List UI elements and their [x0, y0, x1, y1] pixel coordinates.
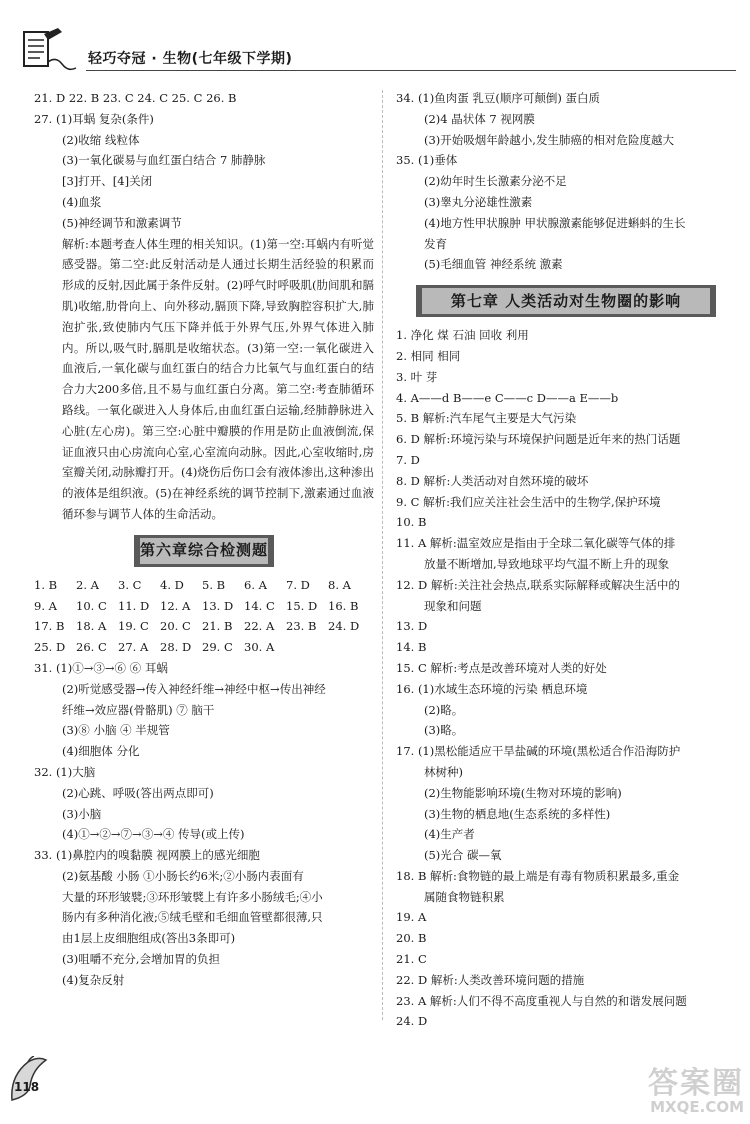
answer-item: 20. B: [396, 931, 427, 946]
choice-answer: 14. C: [244, 598, 275, 613]
answer-item: 16. (1)水域生态环境的污染 栖息环境: [396, 681, 588, 696]
answer-q32-2: (2)心跳、呼吸(答出两点即可): [62, 785, 214, 800]
answer-q35-2: (2)幼年时生长激素分泌不足: [424, 174, 567, 189]
choice-answer: 6. A: [244, 577, 267, 592]
answer-q35-4: (4)地方性甲状腺肿 甲状腺激素能够促进蝌蚪的生长: [424, 215, 686, 230]
choice-answer: 8. A: [328, 577, 351, 592]
choice-answer: 23. B: [286, 619, 317, 634]
watermark: [612, 1058, 744, 1118]
answer-q35-5: 发育: [424, 236, 447, 251]
page-number: 118: [14, 1080, 40, 1094]
answer-q33-5: 由1层上皮细胞组成(答出3条即可): [62, 931, 236, 946]
answer-item: 21. C: [396, 952, 427, 967]
answer-q31-1: 31. (1)①→③→⑥ ⑥ 耳蜗: [34, 660, 168, 675]
answer-q34-2: (2)4 晶状体 7 视网膜: [424, 111, 535, 126]
analysis-text: 解析:本题考查人体生理的相关知识。(1)第一空:耳蜗内有听觉感受器。第二空:此反射活动是人通过长期生活经验的积累而形成的反射,因此属于条件反射。(2)呼气时呼吸肌(肋间肌和膈肌)收缩,肋骨向上、向外移动,膈顶下降,导致胸腔容积扩大,肺泡扩张,致使肺内气压下降并低于外界气压,外界气体进入肺内。所以,吸气时,膈肌是收缩状态。(3)第一空:一氧化碳进入血液后,一氧化碳与血红蛋白的结合力比氧气与血红蛋白的结合力大200多倍,且不易与血红蛋白分离。第二空:考查肺循环路线。一氧化碳进入人身体后,由血红蛋白运输,经肺静脉进入心脏(左心房)。第三空:心脏中瓣膜的作用是防止血液倒流,保证血液只由心房流向心室,心室流向动脉。因此,心室收缩时,房室瓣关闭,动脉瓣打开。(4)烧伤后伤口会有液体渗出,这种渗出的液体是组织液。(5)在神经系统的调节控制下,激素通过血液循环参与调节人体的生命活动。: [62, 236, 374, 521]
answer-q33-6: (3)咀嚼不充分,会增加胃的负担: [62, 952, 220, 967]
answer-item: 1. 净化 煤 石油 回收 利用: [396, 328, 529, 343]
choice-answer: 2. A: [76, 577, 99, 592]
chapter-6-banner: [134, 535, 274, 567]
choice-answer: 15. D: [286, 598, 318, 613]
book-title: 轻巧夺冠 · 生物(七年级下学期): [88, 51, 293, 67]
answer-q27-2: (2)收缩 线粒体: [62, 132, 140, 147]
watermark-url: MXQE.COM: [650, 1098, 744, 1116]
answer-item: 7. D: [396, 452, 420, 467]
choice-answer: 9. A: [34, 598, 57, 613]
answer-item: 22. D 解析:人类改善环境问题的措施: [396, 972, 585, 987]
choice-answer: 11. D: [118, 598, 150, 613]
choice-answer: 17. B: [34, 619, 65, 634]
answer-item-cont: 现象和问题: [424, 598, 482, 613]
page-header: [18, 28, 738, 72]
answer-item: 12. D 解析:关注社会热点,联系实际解释或解决生活中的: [396, 577, 680, 592]
choice-answer: 25. D: [34, 640, 66, 655]
answer-q34-3: (3)开始吸烟年龄越小,发生肺癌的相对危险度越大: [424, 132, 674, 147]
choice-answer: 22. A: [244, 619, 275, 634]
answer-item: 18. B 解析:食物链的最上端是有毒有物质积累最多,重金: [396, 868, 680, 883]
answer-item-cont: (4)生产者: [424, 827, 475, 842]
choice-answer: 12. A: [160, 598, 191, 613]
answer-item: 24. D: [396, 1014, 428, 1029]
answer-item-cont: 放量不断增加,导致地球平均气温不断上升的现象: [424, 556, 670, 571]
choice-answer: 20. C: [160, 619, 191, 634]
answer-q32-1: 32. (1)大脑: [34, 764, 96, 779]
watermark-logo-text: 答案圈: [648, 1066, 744, 1101]
answer-item-cont: 属随食物链积累: [424, 889, 505, 904]
answer-q35-1: 35. (1)垂体: [396, 153, 458, 168]
answer-item: 10. B: [396, 515, 427, 530]
choice-answer: 21. B: [202, 619, 233, 634]
answer-item-cont: (3)生物的栖息地(生态系统的多样性): [424, 806, 611, 821]
choice-answer: 19. C: [118, 619, 149, 634]
answer-q32-4: (4)①→②→⑦→③→④ 传导(或上传): [62, 827, 245, 842]
choice-answer: 24. D: [328, 619, 360, 634]
choice-row: [34, 596, 374, 617]
chapter-7-title: 第七章 人类活动对生物圈的影响: [422, 288, 710, 314]
answer-q27-4: [3]打开、[4]关闭: [62, 174, 153, 189]
column-divider: [382, 90, 383, 1020]
answer-q31-2: (2)听觉感受器→传入神经纤维→神经中枢→传出神经: [62, 681, 326, 696]
answer-item: 2. 相同 相同: [396, 348, 461, 363]
answer-q33-3: 大量的环形皱襞;③环形皱襞上有许多小肠绒毛;④小: [62, 889, 323, 904]
choice-answer: 5. B: [202, 577, 226, 592]
answer-item: 23. A 解析:人们不得不高度重视人与自然的和谐发展问题: [396, 993, 687, 1008]
header-rule: [86, 70, 736, 71]
answer-item-cont: (2)生物能影响环境(生物对环境的影响): [424, 785, 622, 800]
answer-q27-1: 27. (1)耳蜗 复杂(条件): [34, 111, 154, 126]
answer-item: 5. B 解析:汽车尾气主要是大气污染: [396, 411, 577, 426]
choice-row: [34, 575, 374, 596]
answer-q27-5: (4)血浆: [62, 194, 102, 209]
answer-item: 19. A: [396, 910, 427, 925]
choice-answer: 26. C: [76, 640, 107, 655]
answer-item: 14. B: [396, 640, 427, 655]
choice-answer: 16. B: [328, 598, 359, 613]
answer-item: 13. D: [396, 619, 428, 634]
answer-q31-4: (3)⑧ 小脑 ④ 半规管: [62, 723, 170, 738]
answer-item: 3. 叶 芽: [396, 369, 438, 384]
choice-answer: 1. B: [34, 577, 58, 592]
choice-answer: 29. C: [202, 640, 233, 655]
choice-answer: 10. C: [76, 598, 107, 613]
choice-row: [34, 616, 374, 637]
choice-answer: 18. A: [76, 619, 107, 634]
answer-q33-1: 33. (1)鼻腔内的嗅黏膜 视网膜上的感光细胞: [34, 848, 260, 863]
page-number-badge: [8, 1056, 56, 1104]
answer-item: 9. C 解析:我们应关注社会生活中的生物学,保护环境: [396, 494, 661, 509]
choice-answer: 30. A: [244, 640, 275, 655]
answer-item: 11. A 解析:温室效应是指由于全球二氧化碳等气体的排: [396, 536, 676, 551]
chapter-7-banner: [416, 285, 716, 317]
answer-q31-5: (4)细胞体 分化: [62, 744, 140, 759]
choice-answer: 27. A: [118, 640, 149, 655]
chapter-6-title: 第六章综合检测题: [140, 538, 268, 564]
answer-item-cont: (5)光合 碳—氧: [424, 848, 502, 863]
answer-item-cont: 林树种): [424, 764, 463, 779]
answer-q27-3: (3)一氧化碳易与血红蛋白结合 7 肺静脉: [62, 153, 266, 168]
answer-q33-7: (4)复杂反射: [62, 972, 125, 987]
answer-item-cont: (2)略。: [424, 702, 464, 717]
answer-q35-6: (5)毛细血管 神经系统 激素: [424, 257, 563, 272]
answer-item: 4. A——d B——e C——c D——a E——b: [396, 390, 619, 405]
book-notepad-logo-icon: [18, 28, 80, 72]
answer-q34-1: 34. (1)鱼肉蛋 乳豆(顺序可颠倒) 蛋白质: [396, 91, 601, 105]
left-column: [34, 88, 374, 991]
choice-answer: 4. D: [160, 577, 184, 592]
answer-q33-4: 肠内有多种消化液;⑤绒毛壁和毛细血管壁都很薄,只: [62, 910, 323, 925]
answer-item-cont: (3)略。: [424, 723, 464, 738]
answer-item: 8. D 解析:人类活动对自然环境的破坏: [396, 473, 589, 488]
choice-answer: 7. D: [286, 577, 310, 592]
answer-item: 17. (1)黑松能适应干旱盐碱的环境(黑松适合作沿海防护: [396, 744, 681, 759]
choice-answer: 3. C: [118, 577, 142, 592]
choice-row: [34, 637, 374, 658]
answer-q31-3: 纤维→效应器(骨骼肌) ⑦ 脑干: [62, 702, 215, 717]
choice-answer: 13. D: [202, 598, 234, 613]
right-column: [396, 88, 722, 1032]
answer-q27-6: (5)神经调节和激素调节: [62, 215, 182, 230]
answer-item: 6. D 解析:环境污染与环境保护问题是近年来的热门话题: [396, 432, 681, 447]
answer-q32-3: (3)小脑: [62, 806, 102, 821]
choice-answer: 28. D: [160, 640, 192, 655]
answer-q33-2: (2)氨基酸 小肠 ①小肠长约6米;②小肠内表面有: [62, 868, 304, 883]
answer-q35-3: (3)睾丸分泌雄性激素: [424, 194, 533, 209]
answer-item: 15. C 解析:考点是改善环境对人类的好处: [396, 660, 607, 675]
answer-row: 21. D 22. B 23. C 24. C 25. C 26. B: [34, 91, 237, 105]
